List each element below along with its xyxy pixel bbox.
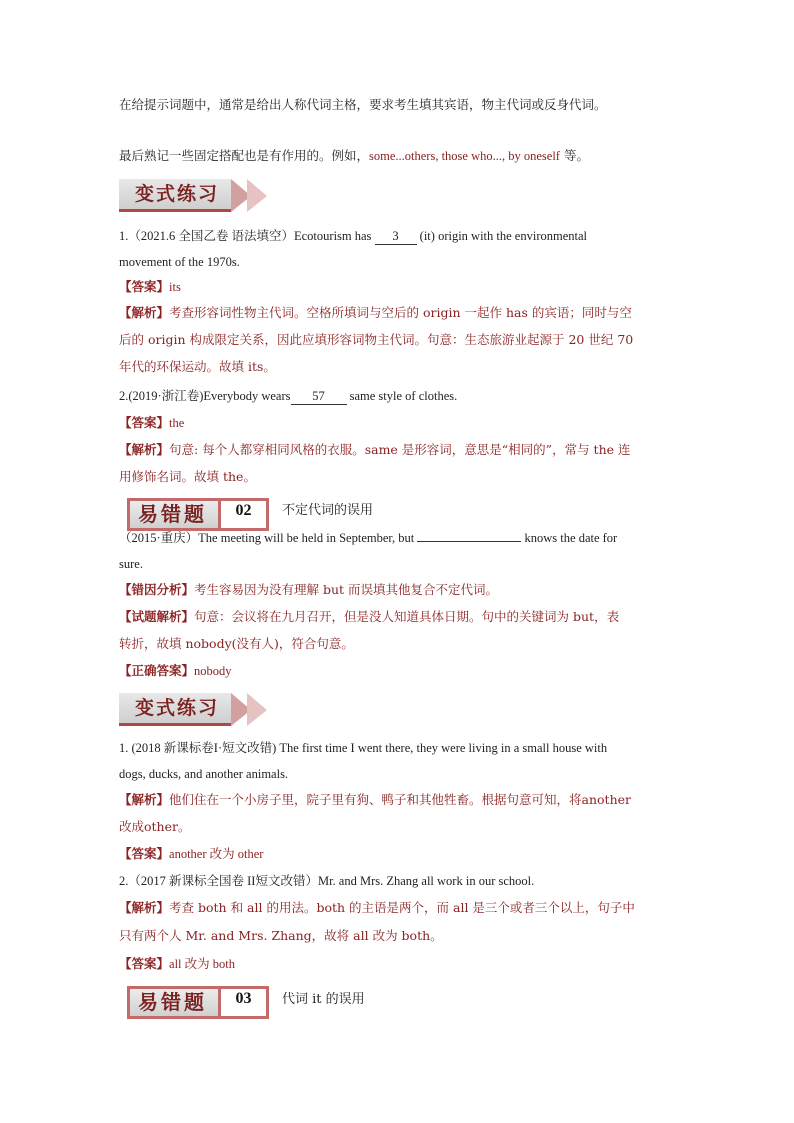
yc02-analysis-text: 句意：会议将在九月召开，但是没人知道具体日期。句中的关键词为 but，表 <box>194 609 620 624</box>
error-prone-title-03: 代词 it 的误用 <box>282 992 365 1007</box>
q1-analysis-label: 【解析】 <box>119 305 170 320</box>
error-prone-number: 03 <box>221 989 266 1016</box>
q3-stem-line-2: dogs, ducks, and another animals. <box>119 767 289 781</box>
yc02-question <box>119 530 617 546</box>
yc02-correct-answer-label: 【正确答案】 <box>119 663 195 678</box>
q3-answer-value: another 改为 other <box>169 847 264 861</box>
q2-stem <box>119 388 457 405</box>
q1-answer-label: 【答案】 <box>119 279 170 294</box>
chevron-icon <box>247 693 267 726</box>
q3-answer <box>119 846 263 862</box>
q2-blank: 57 <box>291 388 347 405</box>
q4-answer-label: 【答案】 <box>119 956 170 971</box>
q2-answer-label: 【答案】 <box>119 415 170 430</box>
q2-answer <box>119 415 184 431</box>
error-prone-number: 02 <box>221 501 266 528</box>
q1-answer <box>119 279 181 295</box>
error-prone-label: 易错题 <box>130 989 218 1016</box>
intro-line-1: 在给提示词题中，通常是给出人称代词主格，要求考生填其宾语，物主代词或反身代词。 <box>119 97 607 112</box>
q1-number: 1.（2021.6 全国乙卷 语法填空）Ecotourism has <box>119 229 375 243</box>
yc02-error-analysis <box>119 582 498 598</box>
q1-blank: 3 <box>375 228 417 245</box>
yc02-question-end: knows the date for <box>521 531 618 545</box>
variant-practice-label: 变式练习 <box>119 179 231 212</box>
q3-stem: 1. (2018 新课标卷I·短文改错) The first time I went there, they were living in a small house with <box>119 741 608 755</box>
q1-analysis-line-1 <box>119 305 632 321</box>
chevron-icon <box>247 179 267 212</box>
q1-analysis-text-1: 考查形容词性物主代词。空格所填词与空后的 origin 一起作 has 的宾语；同时与空 <box>169 305 632 320</box>
q1-stem <box>119 228 675 245</box>
error-prone-label: 易错题 <box>130 501 218 528</box>
intro-line-2-suffix: 等。 <box>559 148 589 163</box>
q2-analysis-label: 【解析】 <box>119 442 170 457</box>
yc02-question-line-2: sure. <box>119 557 143 571</box>
error-prone-banner-02 <box>127 498 269 531</box>
yc02-analysis-line-1 <box>119 609 619 625</box>
yc02-question-text: （2015·重庆）The meeting will be held in September, but <box>119 531 418 545</box>
variant-practice-banner-1 <box>119 179 269 212</box>
yc02-analysis-line-2: 转折，故填 nobody(没有人)，符合句意。 <box>119 636 354 651</box>
yc02-error-text: 考生容易因为没有理解 but 而误填其他复合不定代词。 <box>194 582 499 597</box>
intro-line-2-prefix: 最后熟记一些固定搭配也是有作用的。例如， <box>119 148 370 163</box>
q4-analysis-line-2: 只有两个人 Mr. and Mrs. Zhang，故将 all 改为 both。 <box>119 928 443 943</box>
intro-line-2 <box>119 148 589 164</box>
q2-number: 2.(2019·浙江卷)Everybody wears <box>119 389 291 403</box>
yc02-correct-answer <box>119 663 232 679</box>
q3-analysis-label: 【解析】 <box>119 792 170 807</box>
q1-analysis-line-3: 年代的环保运动。故填 its。 <box>119 359 276 374</box>
q1-rest: (it) origin with the environmental <box>416 229 587 243</box>
yc02-analysis-label: 【试题解析】 <box>119 609 195 624</box>
q3-analysis-line-2: 改成other。 <box>119 819 191 834</box>
yc02-blank <box>417 541 521 542</box>
q2-analysis-line-2: 用修饰名词。故填 the。 <box>119 469 256 484</box>
q3-answer-label: 【答案】 <box>119 846 170 861</box>
intro-examples: some...others, those who..., by oneself <box>369 149 560 163</box>
yc02-correct-answer-value: nobody <box>194 664 232 678</box>
q4-answer-value: all 改为 both <box>169 957 235 971</box>
q1-answer-value: its <box>169 280 181 294</box>
error-prone-banner-03 <box>127 986 269 1019</box>
yc02-error-label: 【错因分析】 <box>119 582 195 597</box>
q2-answer-value: the <box>169 416 185 430</box>
error-prone-title-02: 不定代词的误用 <box>282 503 374 518</box>
q4-answer <box>119 956 235 972</box>
q1-stem-line-2: movement of the 1970s. <box>119 255 240 269</box>
q1-analysis-line-2: 后的 origin 构成限定关系，因此应填形容词物主代词。句意：生态旅游业起源于 20 世纪 70 <box>119 332 634 347</box>
q2-analysis-text-1: 句意: 每个人都穿相同风格的衣服。same 是形容词，意思是“相同的”，常与 the 连 <box>169 442 631 457</box>
q3-analysis-text: 他们住在一个小房子里，院子里有狗、鸭子和其他牲畜。根据句意可知，将another <box>169 792 631 807</box>
q3-analysis-line-1 <box>119 792 631 808</box>
q4-stem: 2.（2017 新课标全国卷 II短文改错）Mr. and Mrs. Zhang all work in our school. <box>119 874 535 888</box>
q4-analysis-line-1 <box>119 900 635 916</box>
variant-practice-banner-2 <box>119 693 269 726</box>
q4-analysis-text: 考查 both 和 all 的用法。both 的主语是两个，而 all 是三个或者三个以上，句子中 <box>169 900 635 915</box>
variant-practice-label: 变式练习 <box>119 693 231 726</box>
q2-rest: same style of clothes. <box>346 389 458 403</box>
q4-analysis-label: 【解析】 <box>119 900 170 915</box>
q2-analysis-line-1 <box>119 442 631 458</box>
